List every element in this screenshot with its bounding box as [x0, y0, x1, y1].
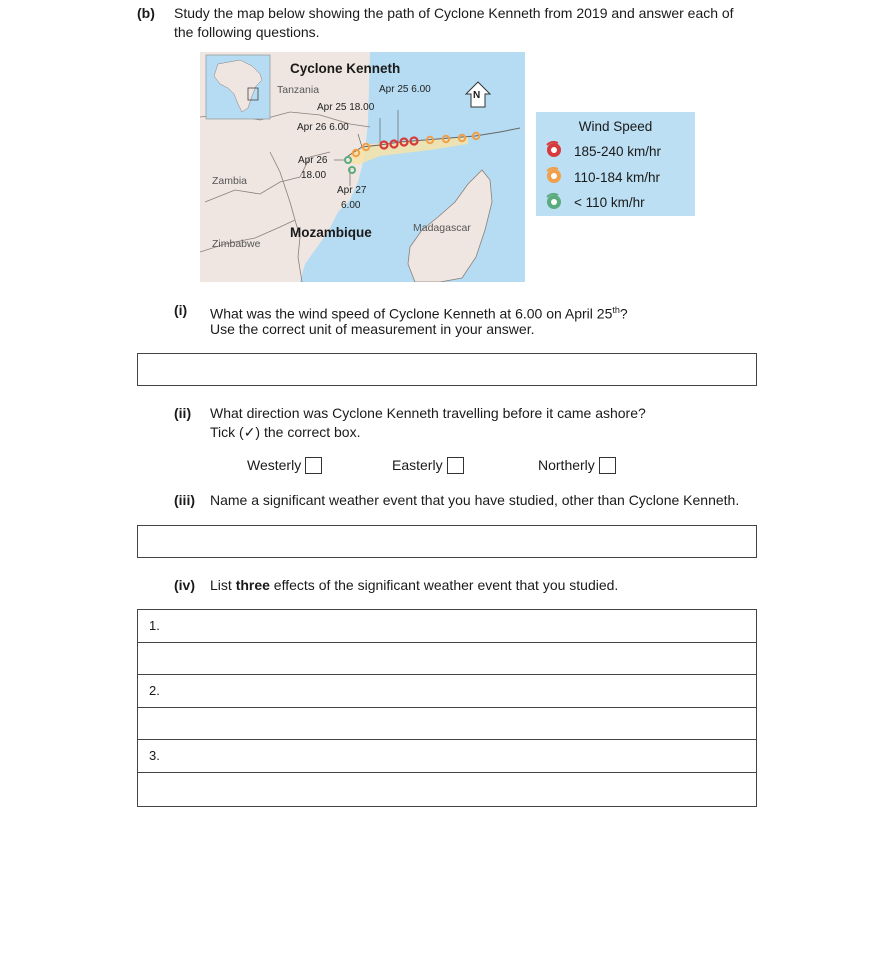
- north-label: N: [473, 90, 481, 101]
- label-apr26-1800-a: Apr 26: [298, 155, 328, 166]
- legend-icons: [543, 140, 565, 212]
- northerly-checkbox[interactable]: [599, 457, 616, 474]
- option-northerly-label: Northerly: [538, 457, 595, 473]
- legend-item-orange: 110-184 km/hr: [574, 170, 661, 185]
- legend-title: Wind Speed: [578, 119, 653, 134]
- q4-text-post: effects of the significant weather event that you studied.: [269, 577, 619, 593]
- label-apr25-1800: Apr 25 18.00: [317, 102, 375, 113]
- q1-line2: Use the correct unit of measurement in your answer.: [210, 321, 535, 337]
- q3-line1: Name a significant weather event that you have studied, other than Cyclone Kenneth.: [210, 492, 740, 508]
- label-apr27-b: 6.00: [341, 200, 361, 211]
- wind-speed-legend: [536, 112, 695, 216]
- q4-text-pre: List: [210, 577, 236, 593]
- q4-label: (iv): [174, 577, 195, 593]
- q1-superscript: th: [612, 305, 620, 315]
- label-zambia: Zambia: [212, 175, 248, 187]
- q3-answer-box[interactable]: [137, 525, 757, 558]
- label-apr27-a: Apr 27: [337, 185, 367, 196]
- option-westerly-label: Westerly: [247, 457, 302, 473]
- q1-text: What was the wind speed of Cyclone Kenneth at 6.00 on April 25: [210, 305, 613, 322]
- effects-answer-table: [137, 609, 757, 807]
- q1-label: (i): [174, 302, 188, 318]
- answer-number: 2.: [149, 683, 160, 699]
- answer-number: 1.: [149, 618, 160, 633]
- q2-line1: What direction was Cyclone Kenneth travelling before it came ashore?: [210, 405, 646, 421]
- answer-row[interactable]: [138, 708, 756, 741]
- label-madagascar: Madagascar: [413, 222, 471, 234]
- answer-row[interactable]: [138, 643, 756, 676]
- easterly-checkbox[interactable]: [447, 457, 464, 474]
- legend-item-red: 185-240 km/hr: [574, 144, 662, 159]
- part-b-intro-line2: the following questions.: [174, 24, 320, 40]
- cyclone-map: [200, 52, 525, 282]
- option-westerly: [247, 457, 322, 474]
- label-apr26-600: Apr 26 6.00: [297, 122, 349, 133]
- cyclone-icon-green: [547, 194, 561, 209]
- answer-row[interactable]: [138, 740, 756, 773]
- part-b-label: (b): [137, 5, 155, 21]
- option-easterly-label: Easterly: [392, 457, 443, 473]
- cyclone-icon-orange: [547, 168, 561, 183]
- part-b-intro-line1: Study the map below showing the path of Cyclone Kenneth from 2019 and answer each of: [174, 5, 734, 21]
- q1-question-mark: ?: [619, 305, 628, 322]
- cyclone-icon-red: [547, 142, 561, 157]
- legend-item-green: < 110 km/hr: [574, 195, 645, 210]
- q4-text-bold: three: [235, 577, 270, 593]
- label-apr26-1800-b: 18.00: [301, 170, 327, 181]
- option-northerly: [538, 457, 616, 474]
- label-tanzania: Tanzania: [277, 84, 320, 96]
- answer-row[interactable]: [138, 675, 756, 708]
- map-title: Cyclone Kenneth: [290, 61, 401, 76]
- answer-number: 3.: [149, 748, 160, 764]
- q2-line2: Tick (✓) the correct box.: [210, 424, 361, 440]
- q4-line1: [210, 576, 618, 595]
- answer-row[interactable]: [138, 610, 756, 643]
- q2-label: (ii): [174, 405, 192, 421]
- label-zimbabwe: Zimbabwe: [212, 238, 261, 250]
- label-mozambique: Mozambique: [290, 225, 372, 240]
- q1-answer-box[interactable]: [137, 353, 757, 386]
- option-easterly: [392, 457, 464, 474]
- q3-label: (iii): [174, 492, 195, 508]
- westerly-checkbox[interactable]: [305, 457, 322, 474]
- label-apr25-600: Apr 25 6.00: [379, 84, 431, 95]
- answer-row[interactable]: [138, 773, 756, 806]
